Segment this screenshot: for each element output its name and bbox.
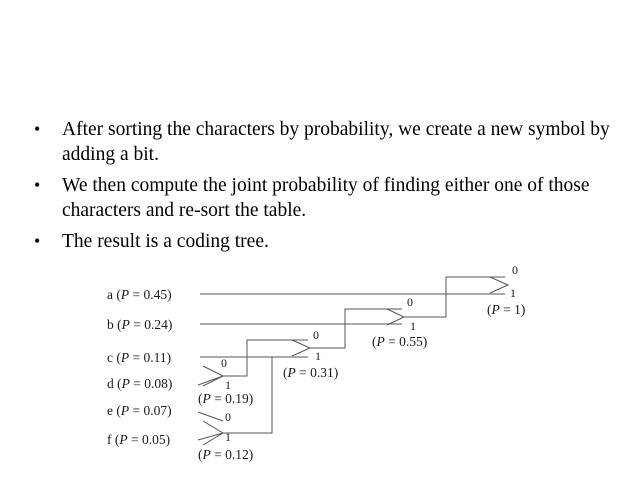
merge-label-p012: (P = 0.12) [198,447,254,462]
wire-e [198,412,223,421]
merge-label-p019: (P = 0.19) [198,391,254,406]
bullet-text: We then compute the joint probability of finding either one of those characters and re-sort the table. [62,175,590,221]
bit-1-p055: 1 [410,319,416,333]
bullet-text: The result is a coding tree. [62,231,269,252]
bit-0-p1: 0 [512,263,518,277]
bit-0-p012: 0 [225,410,231,424]
bit-0-p019: 0 [221,356,227,370]
leaf-label-a: a (P = 0.45) [107,287,172,302]
bit-1-p012: 1 [225,430,231,444]
bullet-dot: • [34,175,41,195]
node-arrow-0-12 [203,421,223,445]
node-arrow-0-31 [292,340,310,356]
bit-1-p019: 1 [225,378,231,392]
leaf-label-d: d (P = 0.08) [107,376,173,391]
leaf-label-c: c (P = 0.11) [107,350,172,365]
merge-label-p031: (P = 0.31) [283,365,339,380]
bit-1-p1: 1 [510,286,516,300]
node-arrow-0-19 [203,366,223,386]
bit-0-p055: 0 [407,295,413,309]
bit-0-p031: 0 [313,328,319,342]
leaf-label-b: b (P = 0.24) [107,317,173,332]
node-arrow-0-55 [387,309,404,325]
merge-label-p055: (P = 0.55) [372,334,428,349]
leaf-label-f: f (P = 0.05) [107,432,171,447]
bullet-dot: • [34,231,41,251]
wire-f [198,433,223,440]
merge-label-p1: (P = 1) [487,302,526,317]
node-arrow-1 [490,277,508,293]
bit-1-p031: 1 [315,349,321,363]
bullet-text: After sorting the characters by probability, we create a new symbol by adding a bit. [62,119,610,165]
bullet-dot: • [34,119,41,139]
leaf-label-e: e (P = 0.07) [107,403,172,418]
